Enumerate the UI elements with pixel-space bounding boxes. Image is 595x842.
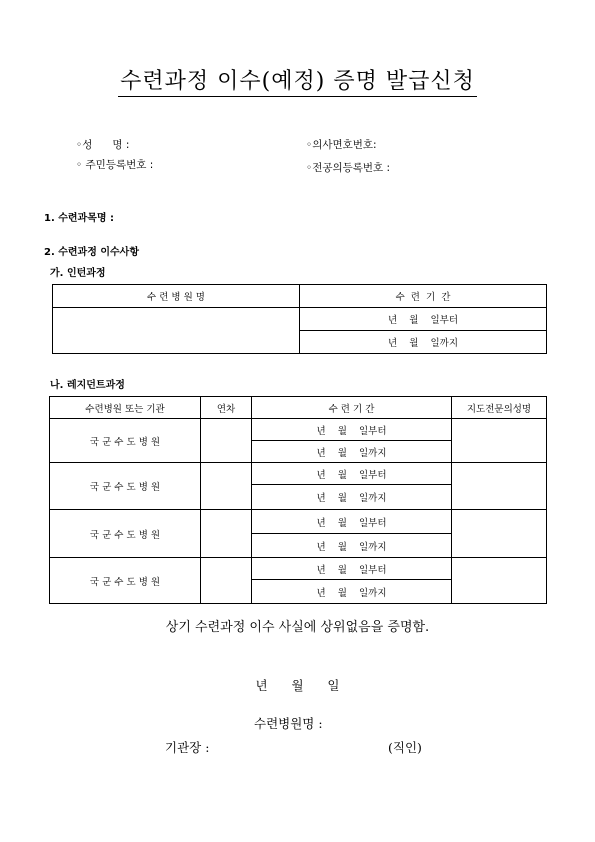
residency-period-to-4[interactable]: 년 월 일까지 bbox=[252, 580, 452, 604]
section-intern-course: 가. 인턴과정 bbox=[50, 268, 106, 279]
intern-period-to[interactable]: 년 월 일까지 bbox=[300, 331, 547, 354]
residency-period-from-1[interactable]: 년 월 일부터 bbox=[252, 419, 452, 441]
residency-period-from-3[interactable]: 년 월 일부터 bbox=[252, 510, 452, 534]
residency-period-to-1[interactable]: 년 월 일까지 bbox=[252, 441, 452, 463]
residency-header-supervisor: 지도전문의성명 bbox=[452, 397, 547, 419]
residency-header-hospital: 수련병원 또는 기관 bbox=[50, 397, 201, 419]
residency-header-year: 연차 bbox=[201, 397, 252, 419]
residency-period-from-4[interactable]: 년 월 일부터 bbox=[252, 558, 452, 580]
section-training-history: 2. 수련과정 이수사항 bbox=[44, 247, 139, 258]
section-residency-course: 나. 레지던트과정 bbox=[50, 380, 125, 391]
intern-header-hospital: 수 련 병 원 명 bbox=[53, 285, 300, 308]
document-title: 수련과정 이수(예정) 증명 발급신청 bbox=[0, 64, 595, 95]
intern-header-period: 수 련 기 간 bbox=[300, 285, 547, 308]
intern-period-from[interactable]: 년 월 일부터 bbox=[300, 308, 547, 331]
residency-supervisor-2[interactable] bbox=[452, 463, 547, 510]
residency-supervisor-3[interactable] bbox=[452, 510, 547, 558]
resident-number-field-label: ◦ 주민등록번호 : bbox=[76, 159, 154, 171]
issue-date: 년 월 일 bbox=[255, 678, 340, 693]
residency-period-to-2[interactable]: 년 월 일까지 bbox=[252, 485, 452, 510]
residency-year-4[interactable] bbox=[201, 558, 252, 604]
residency-hospital-3: 국 군 수 도 병 원 bbox=[50, 510, 201, 558]
residency-period-from-2[interactable]: 년 월 일부터 bbox=[252, 463, 452, 485]
section-training-subject: 1. 수련과목명 : bbox=[44, 213, 115, 224]
residency-supervisor-1[interactable] bbox=[452, 419, 547, 463]
license-number-field-label: ◦의사면호번호: bbox=[306, 139, 377, 151]
intern-table bbox=[52, 284, 547, 354]
name-field-label: ◦성 명 : bbox=[76, 139, 130, 151]
director-label: 기관장 : bbox=[165, 740, 210, 755]
specialist-number-field-label: ◦전공의등록번호 : bbox=[306, 162, 391, 174]
certification-statement: 상기 수련과정 이수 사실에 상위없음을 증명함. bbox=[165, 620, 430, 635]
residency-header-period: 수 련 기 간 bbox=[252, 397, 452, 419]
residency-year-3[interactable] bbox=[201, 510, 252, 558]
hospital-name-label: 수련병원명 : bbox=[254, 716, 323, 731]
residency-year-2[interactable] bbox=[201, 463, 252, 510]
residency-hospital-1: 국 군 수 도 병 원 bbox=[50, 419, 201, 463]
residency-supervisor-4[interactable] bbox=[452, 558, 547, 604]
residency-hospital-4: 국 군 수 도 병 원 bbox=[50, 558, 201, 604]
residency-hospital-2: 국 군 수 도 병 원 bbox=[50, 463, 201, 510]
intern-hospital-cell[interactable] bbox=[53, 308, 300, 354]
residency-year-1[interactable] bbox=[201, 419, 252, 463]
official-seal-label: (직인) bbox=[388, 740, 422, 755]
residency-table bbox=[49, 396, 547, 604]
residency-period-to-3[interactable]: 년 월 일까지 bbox=[252, 534, 452, 558]
